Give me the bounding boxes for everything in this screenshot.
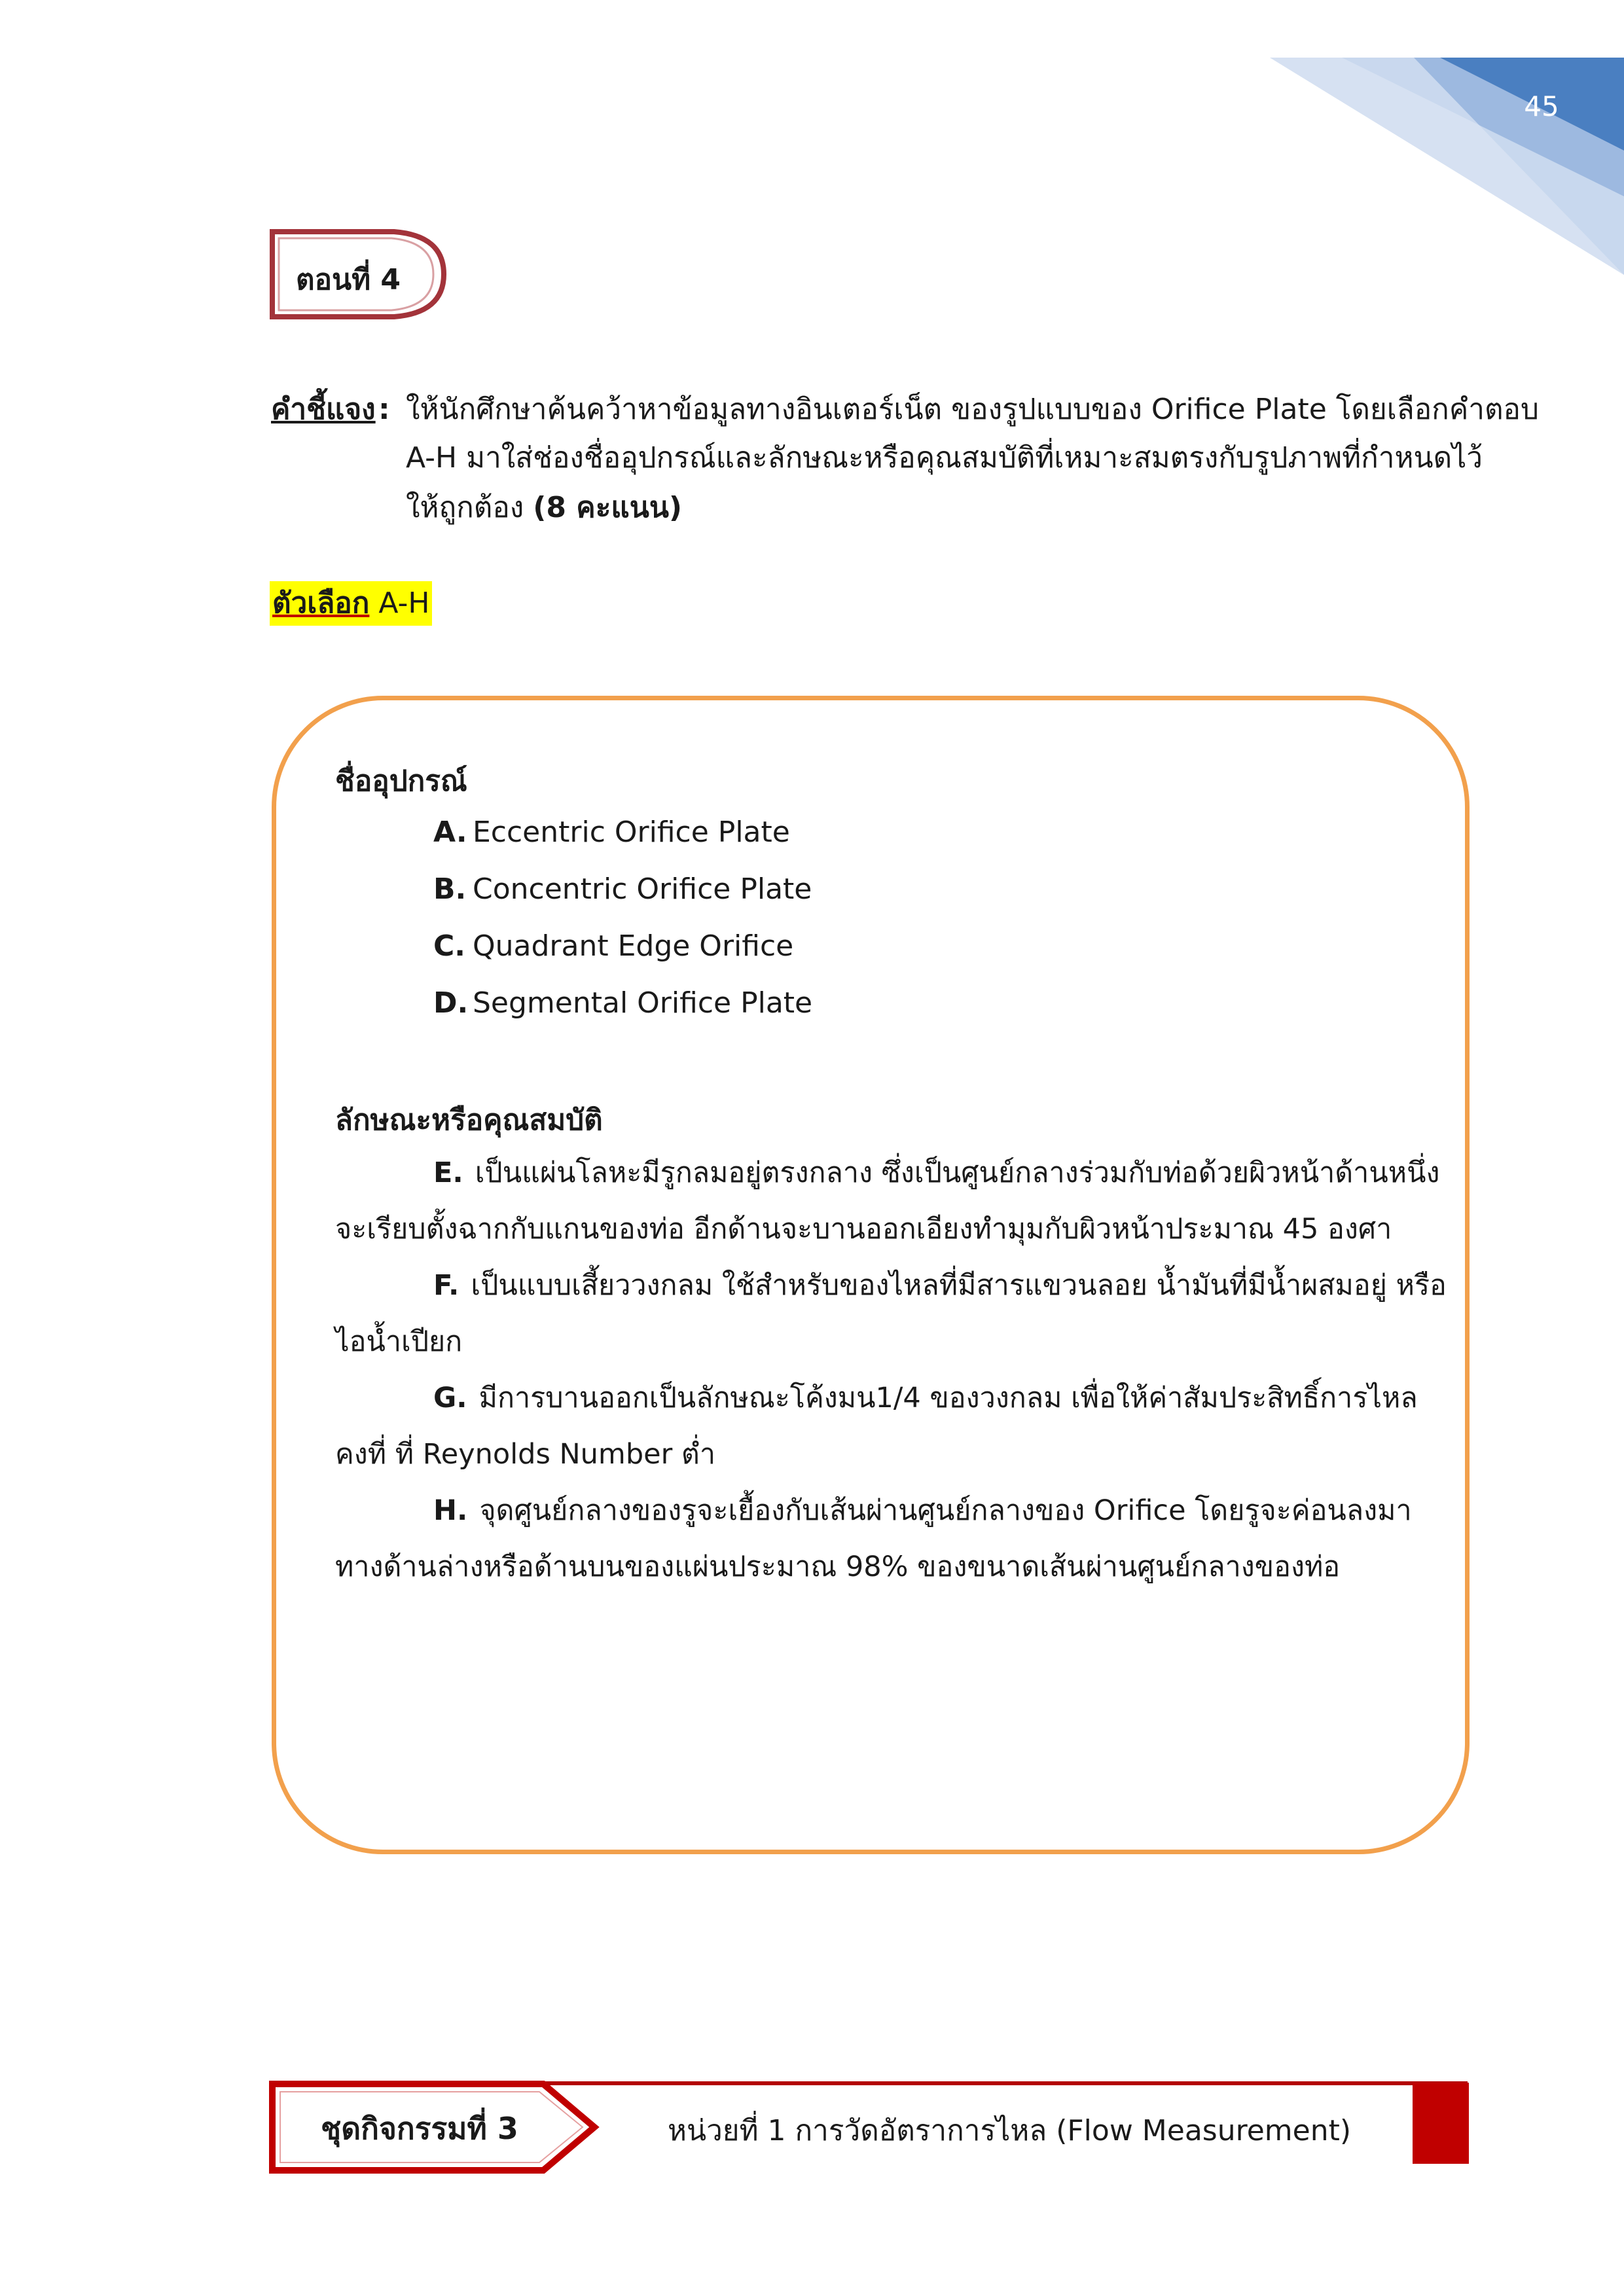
property-item-g xyxy=(335,1380,1418,1416)
equipment-name: Concentric Orifice Plate xyxy=(473,872,812,906)
property-item-f xyxy=(335,1267,1447,1304)
page-number: 45 xyxy=(1524,90,1559,122)
equipment-letter: D. xyxy=(433,986,469,1020)
property-letter: F. xyxy=(433,1269,460,1302)
property-text-line-1: มีการบานออกเป็นลักษณะโค้งมน1/4 ของวงกลม เพื่อให้ค่าสัมประสิทธิ์การไหล xyxy=(478,1382,1418,1414)
choices-heading-range: A-H xyxy=(378,586,430,620)
section-tag-label: ตอนที่ 4 xyxy=(296,263,401,296)
instructions-label: คำชี้แจง xyxy=(271,393,376,426)
footer-unit-title: หน่วยที่ 1 การวัดอัตราการไหล (Flow Measurement) xyxy=(668,2114,1352,2147)
instructions-line-3-text: ให้ถูกต้อง xyxy=(406,491,524,524)
equipment-letter: A. xyxy=(433,816,467,849)
instructions-line-3 xyxy=(406,490,682,526)
instructions-points: (8 คะแนน) xyxy=(533,491,682,524)
equipment-item-c xyxy=(433,928,793,965)
properties-heading: ลักษณะหรือคุณสมบัติ xyxy=(335,1103,603,1137)
property-text-line-1: จุดศูนย์กลางของรูจะเยื้องกับเส้นผ่านศูนย์กลางของ Orifice โดยรูจะค่อนลงมา xyxy=(479,1494,1412,1527)
choices-heading xyxy=(270,581,432,626)
property-text-line-1: เป็นแผ่นโลหะมีรูกลมอยู่ตรงกลาง ซึ่งเป็นศูนย์กลางร่วมกับท่อด้วยผิวหน้าด้านหนึ่ง xyxy=(475,1157,1440,1189)
property-letter: G. xyxy=(433,1382,467,1414)
corner-decoration xyxy=(1270,0,1624,275)
instructions-line-2: A-H มาใส่ช่องชื่ออุปกรณ์และลักษณะหรือคุณสมบัติที่เหมาะสมตรงกับรูปภาพที่กำหนดไว้ xyxy=(406,441,1483,475)
equipment-name: Eccentric Orifice Plate xyxy=(473,816,790,849)
instructions-line-1: ให้นักศึกษาค้นคว้าหาข้อมูลทางอินเตอร์เน็ต ของรูปแบบของ Orifice Plate โดยเลือกคำตอบ xyxy=(406,393,1539,426)
equipment-name: Quadrant Edge Orifice xyxy=(473,929,794,963)
property-item-g-line-2: คงที่ ที่ Reynolds Number ต่ำ xyxy=(335,1438,715,1471)
footer-red-block xyxy=(1413,2083,1469,2164)
footer-activity-label: ชุดกิจกรรมที่ 3 xyxy=(321,2111,518,2146)
property-item-e xyxy=(335,1155,1440,1191)
equipment-name: Segmental Orifice Plate xyxy=(473,986,813,1020)
instructions-colon: : xyxy=(378,393,390,426)
equipment-heading: ชื่ออุปกรณ์ xyxy=(335,764,467,798)
property-item-e-line-2: จะเรียบตั้งฉากกับแกนของท่อ อีกด้านจะบานออกเอียงทำมุมกับผิวหน้าประมาณ 45 องศา xyxy=(335,1213,1392,1246)
property-letter: E. xyxy=(433,1157,463,1189)
equipment-item-d xyxy=(433,985,812,1022)
property-item-h-line-2: ทางด้านล่างหรือด้านบนของแผ่นประมาณ 98% ของขนาดเส้นผ่านศูนย์กลางของท่อ xyxy=(335,1551,1341,1583)
property-text-line-1: เป็นแบบเสี้ยววงกลม ใช้สำหรับของไหลที่มีสารแขวนลอย น้ำมันที่มีน้ำผสมอยู่ หรือ xyxy=(471,1269,1447,1302)
property-item-f-line-2: ไอน้ำเปียก xyxy=(335,1325,463,1358)
equipment-item-a xyxy=(433,814,790,851)
property-letter: H. xyxy=(433,1494,468,1527)
equipment-letter: B. xyxy=(433,872,467,906)
choices-heading-label: ตัวเลือก xyxy=(272,586,370,620)
equipment-letter: C. xyxy=(433,929,466,963)
equipment-item-b xyxy=(433,871,812,908)
property-item-h xyxy=(335,1492,1412,1529)
